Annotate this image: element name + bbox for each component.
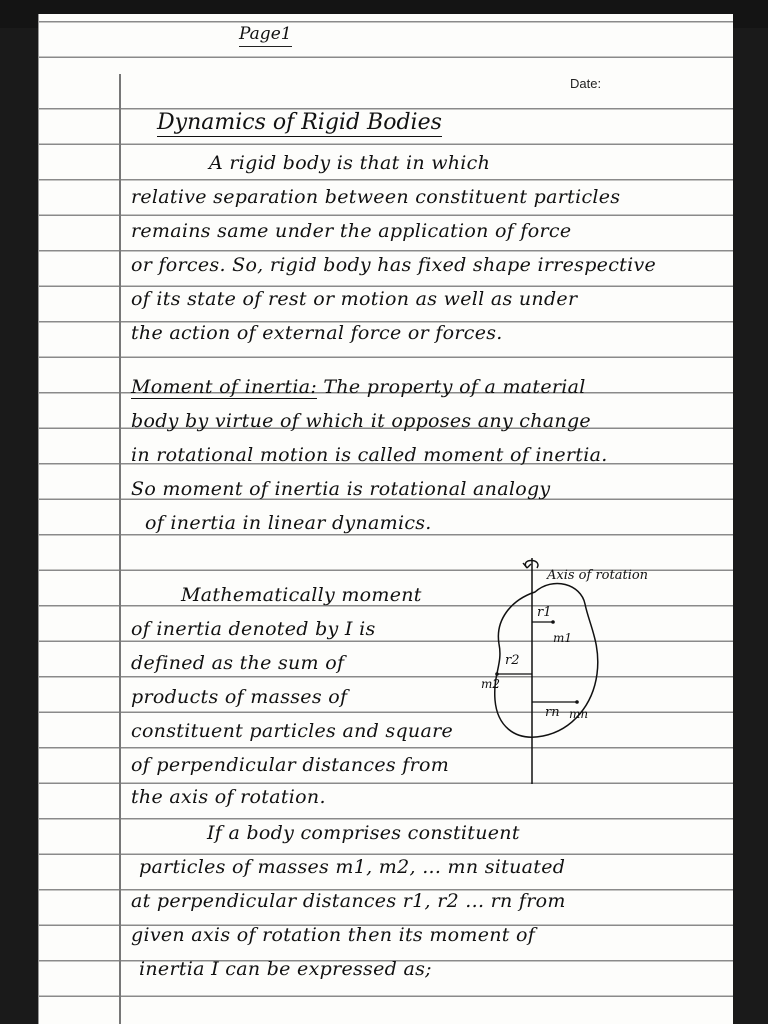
text-line: in rotational motion is called moment of inertia.	[131, 444, 608, 466]
text-line: given axis of rotation then its moment of	[131, 924, 536, 946]
text-line: inertia I can be expressed as;	[139, 958, 432, 980]
mn-particle	[575, 700, 579, 704]
text-line: or forces. So, rigid body has fixed shape irrespective	[131, 254, 657, 276]
m2-particle	[495, 672, 499, 676]
m1-particle	[551, 620, 555, 624]
text-line: particles of masses m1, m2, ... mn situated	[139, 856, 566, 878]
page-title: Dynamics of Rigid Bodies	[157, 110, 442, 135]
text-line: If a body comprises constituent	[207, 822, 520, 844]
text-line: of inertia denoted by I is	[131, 618, 376, 640]
m2-label: m2	[481, 677, 501, 691]
text-line: relative separation between constituent particles	[131, 186, 621, 208]
text-line: at perpendicular distances r1, r2 ... rn from	[131, 890, 566, 912]
text-line: Mathematically moment	[181, 584, 422, 606]
rotation-arrowhead-icon	[523, 563, 531, 568]
text-line: the action of external force or forces.	[131, 322, 503, 344]
text-line: of inertia in linear dynamics.	[145, 512, 432, 534]
rigid-body-diagram-svg	[473, 554, 713, 794]
text-line: the axis of rotation.	[131, 786, 326, 808]
margin-line	[119, 74, 121, 1024]
m1-label: m1	[553, 631, 573, 645]
text-line: of perpendicular distances from	[131, 754, 450, 776]
text-line: products of masses of	[131, 686, 348, 708]
mn-label: mn	[569, 707, 589, 721]
moi-heading: Moment of inertia:	[131, 376, 318, 398]
r1-label: r1	[537, 605, 552, 620]
text-line: constituent particles and square	[131, 720, 454, 742]
text-line: defined as the sum of	[131, 652, 345, 674]
moi-line	[131, 376, 586, 398]
axis-label: Axis of rotation	[547, 568, 649, 583]
r2-label: r2	[505, 653, 520, 668]
text-line: remains same under the application of force	[131, 220, 572, 242]
text-line: The property of a material	[323, 376, 586, 398]
rn-label: rn	[545, 705, 560, 720]
text-line: of its state of rest or motion as well as under	[131, 288, 578, 310]
notebook-page	[38, 14, 733, 1024]
rigid-body-diagram	[473, 554, 713, 794]
date-label: Date:	[570, 76, 602, 91]
text-line: So moment of inertia is rotational analogy	[131, 478, 551, 500]
text-line: body by virtue of which it opposes any change	[131, 410, 591, 432]
text-line: A rigid body is that in which	[209, 152, 491, 174]
page-number: Page1	[239, 24, 292, 47]
